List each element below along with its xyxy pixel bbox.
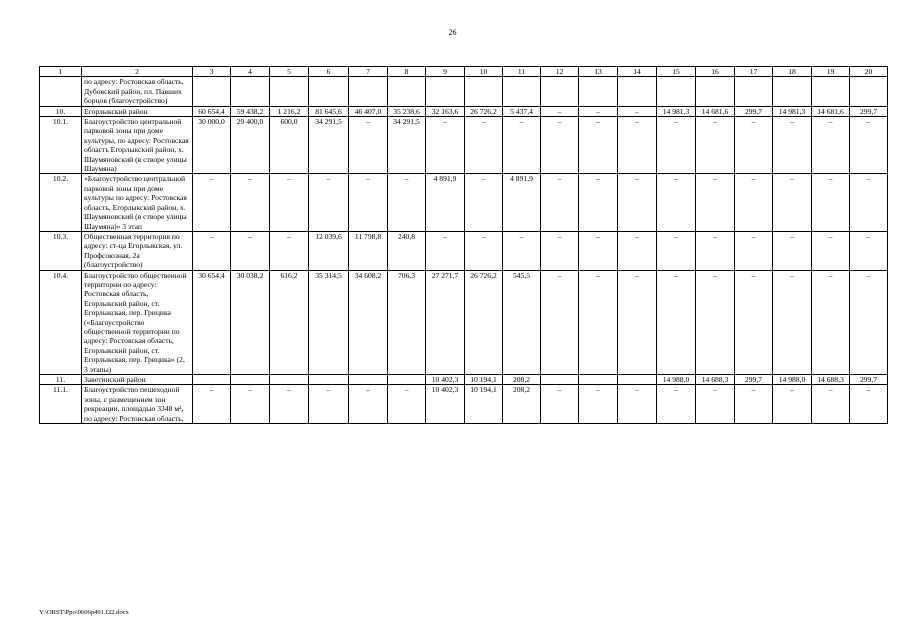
column-number-18: 18 <box>773 67 812 77</box>
value-cell <box>735 77 773 106</box>
value-cell <box>696 77 735 106</box>
value-cell: – <box>773 174 812 231</box>
value-cell: – <box>541 270 579 374</box>
value-cell: 34 291,5 <box>309 117 349 174</box>
value-cell: – <box>270 231 309 270</box>
value-cell: 81 645,6 <box>309 106 349 116</box>
object-name-cell: Заветинский район <box>82 375 193 385</box>
value-cell: – <box>270 385 309 424</box>
value-cell <box>812 77 850 106</box>
object-name-cell: «Благоустройство центральной парковой зоны при доме культуры по адресу: Ростовская область, Егорлыкский район, х. Шаумяновский (в створе улицы Шаумяна)» 3 этап <box>82 174 193 231</box>
column-number-5: 5 <box>270 67 309 77</box>
value-cell: – <box>850 174 888 231</box>
column-number-7: 7 <box>349 67 388 77</box>
value-cell: 10 194,1 <box>465 385 503 424</box>
value-cell: 14 981,3 <box>657 106 696 116</box>
value-cell: – <box>349 385 388 424</box>
column-number-19: 19 <box>812 67 850 77</box>
value-cell: – <box>696 117 735 174</box>
value-cell: – <box>696 231 735 270</box>
column-number-8: 8 <box>388 67 426 77</box>
column-number-9: 9 <box>426 67 465 77</box>
value-cell <box>231 77 270 106</box>
column-number-2: 2 <box>82 67 193 77</box>
value-cell: – <box>503 231 541 270</box>
row-number-cell: 10.1. <box>40 117 82 174</box>
value-cell: 35 314,5 <box>309 270 349 374</box>
value-cell: – <box>812 117 850 174</box>
value-cell <box>657 77 696 106</box>
value-cell: – <box>388 174 426 231</box>
value-cell: – <box>812 270 850 374</box>
value-cell: – <box>850 270 888 374</box>
value-cell: – <box>657 385 696 424</box>
value-cell: – <box>309 385 349 424</box>
value-cell: 1 216,2 <box>270 106 309 116</box>
value-cell: – <box>231 174 270 231</box>
value-cell <box>349 375 388 385</box>
row-number-cell <box>40 77 82 106</box>
value-cell: 14 688,3 <box>812 375 850 385</box>
column-number-14: 14 <box>618 67 657 77</box>
column-number-16: 16 <box>696 67 735 77</box>
value-cell <box>773 77 812 106</box>
value-cell: 34 291,5 <box>388 117 426 174</box>
value-cell <box>270 77 309 106</box>
value-cell <box>618 77 657 106</box>
column-number-10: 10 <box>465 67 503 77</box>
value-cell: – <box>657 270 696 374</box>
value-cell: – <box>541 174 579 231</box>
table-row <box>40 385 888 424</box>
value-cell: – <box>850 231 888 270</box>
value-cell: 11 798,8 <box>349 231 388 270</box>
value-cell: – <box>773 117 812 174</box>
table-row <box>40 77 888 106</box>
column-number-11: 11 <box>503 67 541 77</box>
value-cell <box>426 77 465 106</box>
table-row <box>40 106 888 116</box>
value-cell: 600,0 <box>270 117 309 174</box>
value-cell: – <box>618 385 657 424</box>
value-cell <box>193 77 231 106</box>
value-cell: – <box>618 231 657 270</box>
value-cell <box>541 77 579 106</box>
value-cell: 34 608,2 <box>349 270 388 374</box>
value-cell: 14 681,6 <box>812 106 850 116</box>
value-cell: – <box>618 106 657 116</box>
object-name-cell: по адресу: Ростовская область, Дубовский район, пл. Павших борцов (благоустройство) <box>82 77 193 106</box>
value-cell: 10 402,3 <box>426 375 465 385</box>
value-cell <box>388 375 426 385</box>
value-cell: – <box>812 385 850 424</box>
value-cell: – <box>426 231 465 270</box>
row-number-cell: 10. <box>40 106 82 116</box>
row-number-cell: 11.1. <box>40 385 82 424</box>
value-cell: 27 271,7 <box>426 270 465 374</box>
object-name-cell: Егорлыкский район <box>82 106 193 116</box>
row-number-cell: 11. <box>40 375 82 385</box>
value-cell: – <box>465 174 503 231</box>
value-cell: – <box>735 174 773 231</box>
value-cell: 32 163,6 <box>426 106 465 116</box>
table-row <box>40 231 888 270</box>
value-cell: – <box>773 270 812 374</box>
value-cell: – <box>193 385 231 424</box>
value-cell: – <box>850 385 888 424</box>
value-cell: 10 194,1 <box>465 375 503 385</box>
value-cell <box>850 77 888 106</box>
value-cell: 12 039,6 <box>309 231 349 270</box>
table-row <box>40 270 888 374</box>
value-cell: 14 981,3 <box>773 106 812 116</box>
financing-table <box>39 66 888 424</box>
file-path-footer: Y:\ORST\Ppo\0606p491.f22.docx <box>39 609 129 616</box>
value-cell: – <box>193 231 231 270</box>
value-cell: – <box>812 231 850 270</box>
object-name-cell: Благоустройство пешеходной зоны, с размещением зон рекреации, площадью 3348 м², по адресу: Ростовская область, <box>82 385 193 424</box>
value-cell: – <box>193 174 231 231</box>
value-cell: 14 688,3 <box>696 375 735 385</box>
value-cell: – <box>657 117 696 174</box>
value-cell: 545,5 <box>503 270 541 374</box>
value-cell: 60 654,4 <box>193 106 231 116</box>
value-cell <box>579 375 618 385</box>
value-cell: 616,2 <box>270 270 309 374</box>
value-cell: – <box>231 231 270 270</box>
value-cell: – <box>850 117 888 174</box>
value-cell: 14 988,0 <box>657 375 696 385</box>
value-cell: 26 726,2 <box>465 106 503 116</box>
value-cell: – <box>541 106 579 116</box>
value-cell: 4 891,9 <box>503 174 541 231</box>
value-cell: – <box>696 270 735 374</box>
value-cell: – <box>735 385 773 424</box>
table-row <box>40 117 888 174</box>
value-cell <box>541 375 579 385</box>
column-number-12: 12 <box>541 67 579 77</box>
value-cell: 208,2 <box>503 385 541 424</box>
value-cell: – <box>812 174 850 231</box>
value-cell: – <box>657 174 696 231</box>
value-cell: – <box>465 117 503 174</box>
column-number-15: 15 <box>657 67 696 77</box>
value-cell: – <box>618 174 657 231</box>
value-cell: – <box>696 174 735 231</box>
value-cell: – <box>657 231 696 270</box>
value-cell <box>579 77 618 106</box>
page-number: 26 <box>448 28 457 37</box>
value-cell: 46 407,0 <box>349 106 388 116</box>
value-cell: – <box>503 117 541 174</box>
value-cell: 240,8 <box>388 231 426 270</box>
value-cell: 299,7 <box>735 375 773 385</box>
value-cell: – <box>773 385 812 424</box>
column-number-13: 13 <box>579 67 618 77</box>
value-cell <box>270 375 309 385</box>
value-cell: – <box>231 385 270 424</box>
table-row <box>40 174 888 231</box>
row-number-cell: 10.3. <box>40 231 82 270</box>
value-cell: – <box>426 117 465 174</box>
value-cell <box>309 77 349 106</box>
table-row <box>40 375 888 385</box>
value-cell: – <box>541 231 579 270</box>
value-cell: 59 438,2 <box>231 106 270 116</box>
value-cell <box>618 375 657 385</box>
value-cell <box>349 77 388 106</box>
value-cell: – <box>579 174 618 231</box>
value-cell: 299,7 <box>850 106 888 116</box>
value-cell: 14 681,6 <box>696 106 735 116</box>
column-number-20: 20 <box>850 67 888 77</box>
value-cell: – <box>735 117 773 174</box>
value-cell: – <box>579 231 618 270</box>
value-cell: 299,7 <box>735 106 773 116</box>
value-cell: 299,7 <box>850 375 888 385</box>
value-cell: – <box>735 270 773 374</box>
value-cell: 29 400,0 <box>231 117 270 174</box>
column-number-6: 6 <box>309 67 349 77</box>
object-name-cell: Благоустройство центральной парковой зоны при доме культуры, по адресу: Ростовская область Егорлыкский район, х. Шаумяновский (в створе улицы Шаумяна) <box>82 117 193 174</box>
value-cell: – <box>579 117 618 174</box>
value-cell: 706,3 <box>388 270 426 374</box>
value-cell: – <box>579 385 618 424</box>
value-cell: – <box>465 231 503 270</box>
value-cell: – <box>735 231 773 270</box>
column-number-4: 4 <box>231 67 270 77</box>
value-cell: – <box>309 174 349 231</box>
value-cell <box>388 77 426 106</box>
value-cell: 5 437,4 <box>503 106 541 116</box>
column-number-17: 17 <box>735 67 773 77</box>
value-cell: 208,2 <box>503 375 541 385</box>
value-cell: – <box>541 117 579 174</box>
value-cell: – <box>773 231 812 270</box>
value-cell: – <box>270 174 309 231</box>
row-number-cell: 10.4. <box>40 270 82 374</box>
value-cell: 30 654,4 <box>193 270 231 374</box>
object-name-cell: Благоустройство общественной территории по адресу: Ростовская область, Егорлыкский район, ст. Егорлыкская, пер. Грицика («Благоустройство общественной территории по адресу: Ростовская область, Егорлыкский район, ст. Егорлыкская, пер. Грицика» (2, 3 этапы) <box>82 270 193 374</box>
value-cell: 35 238,6 <box>388 106 426 116</box>
value-cell: – <box>696 385 735 424</box>
value-cell <box>309 375 349 385</box>
value-cell: – <box>349 174 388 231</box>
value-cell: 30 038,2 <box>231 270 270 374</box>
table-header-row <box>40 67 888 77</box>
value-cell: – <box>388 385 426 424</box>
value-cell: – <box>541 385 579 424</box>
value-cell <box>231 375 270 385</box>
value-cell: – <box>618 270 657 374</box>
row-number-cell: 10.2. <box>40 174 82 231</box>
column-number-3: 3 <box>193 67 231 77</box>
value-cell: – <box>349 117 388 174</box>
value-cell <box>503 77 541 106</box>
object-name-cell: Общественная территория по адресу: ст-ца Егорлыкская, ул. Профсоюзная, 2а (благоустройство) <box>82 231 193 270</box>
value-cell: 14 988,0 <box>773 375 812 385</box>
value-cell: – <box>618 117 657 174</box>
value-cell: 30 000,0 <box>193 117 231 174</box>
value-cell: 10 402,3 <box>426 385 465 424</box>
value-cell: 26 726,2 <box>465 270 503 374</box>
column-number-1: 1 <box>40 67 82 77</box>
value-cell <box>465 77 503 106</box>
value-cell: – <box>579 270 618 374</box>
value-cell <box>193 375 231 385</box>
value-cell: 4 891,9 <box>426 174 465 231</box>
value-cell: – <box>579 106 618 116</box>
